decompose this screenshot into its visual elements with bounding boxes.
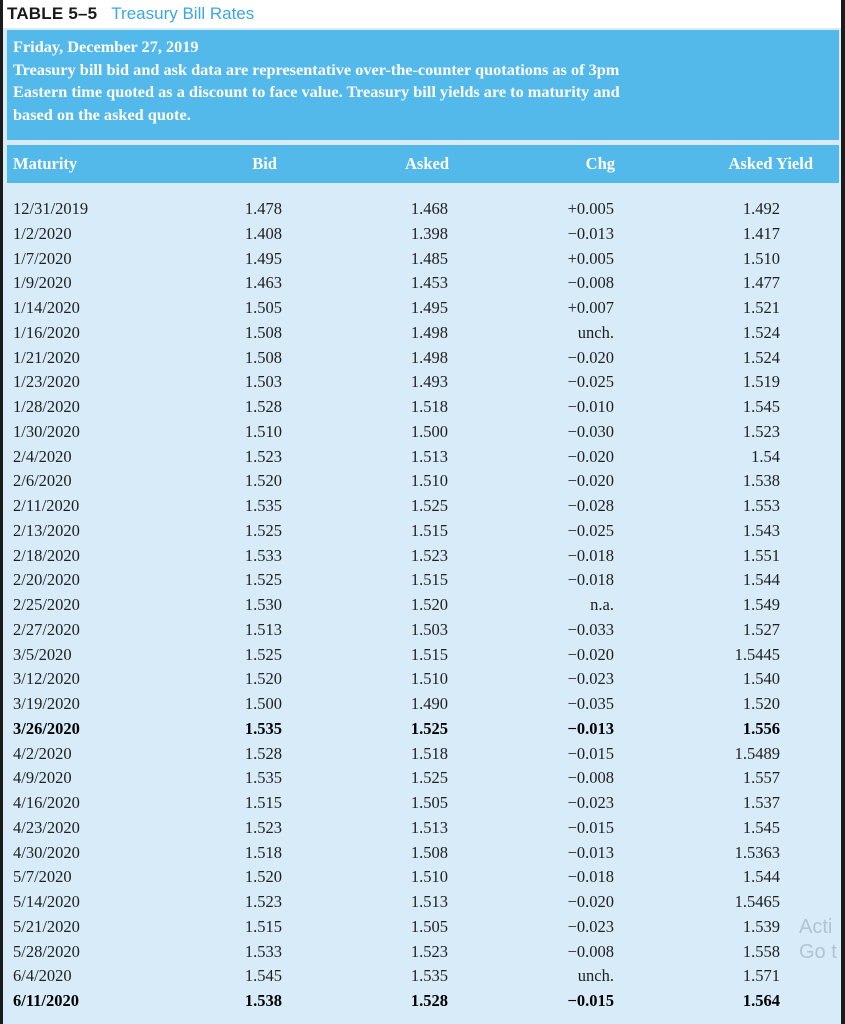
table-row bbox=[3, 915, 841, 940]
cell-asked-yield: 1.556 bbox=[742, 718, 780, 738]
table-row bbox=[3, 222, 841, 247]
cell-bid: 1.538 bbox=[244, 991, 282, 1010]
cell-asked-yield: 1.5363 bbox=[734, 842, 780, 862]
table-row bbox=[3, 247, 841, 272]
cell-bid: 1.535 bbox=[244, 768, 282, 788]
column-header-asked-yield: Asked Yield bbox=[728, 154, 813, 173]
cell-chg: −0.035 bbox=[567, 694, 614, 713]
cell-maturity: 4/30/2020 bbox=[13, 842, 80, 862]
cell-asked: 1.453 bbox=[410, 273, 448, 293]
table-row bbox=[3, 766, 841, 791]
cell-asked-yield: 1.510 bbox=[742, 248, 780, 268]
cell-asked-yield: 1.477 bbox=[742, 273, 780, 293]
cell-asked-yield: 1.521 bbox=[742, 298, 780, 317]
cell-chg: −0.008 bbox=[567, 941, 614, 961]
cell-maturity: 6/11/2020 bbox=[13, 991, 80, 1010]
cell-bid: 1.515 bbox=[244, 916, 282, 936]
cell-maturity: 1/23/2020 bbox=[13, 372, 80, 392]
table-row bbox=[3, 692, 841, 717]
cell-maturity: 1/30/2020 bbox=[13, 421, 80, 441]
table-row bbox=[3, 420, 841, 445]
cell-asked-yield: 1.545 bbox=[742, 817, 780, 837]
table-row bbox=[3, 494, 841, 519]
cell-bid: 1.503 bbox=[244, 372, 282, 392]
table-note bbox=[7, 30, 839, 140]
cell-asked-yield: 1.545 bbox=[742, 397, 780, 416]
cell-chg: −0.023 bbox=[567, 793, 614, 812]
cell-asked: 1.515 bbox=[410, 644, 448, 664]
cell-maturity: 3/26/2020 bbox=[13, 718, 80, 738]
table-row bbox=[3, 618, 841, 643]
table-row bbox=[3, 469, 841, 494]
cell-bid: 1.408 bbox=[244, 223, 282, 243]
cell-asked: 1.513 bbox=[410, 892, 448, 911]
cell-chg: −0.015 bbox=[567, 991, 614, 1010]
cell-bid: 1.463 bbox=[244, 273, 282, 293]
cell-asked-yield: 1.544 bbox=[742, 570, 780, 590]
table-body bbox=[3, 197, 841, 1014]
cell-bid: 1.533 bbox=[244, 545, 282, 565]
cell-chg: −0.033 bbox=[567, 619, 614, 639]
cell-asked-yield: 1.549 bbox=[742, 595, 780, 614]
cell-maturity: 2/6/2020 bbox=[13, 471, 72, 491]
cell-asked-yield: 1.519 bbox=[742, 372, 780, 392]
cell-chg: +0.007 bbox=[567, 298, 614, 317]
table-row bbox=[3, 544, 841, 569]
cell-maturity: 1/14/2020 bbox=[13, 298, 80, 317]
cell-maturity: 1/28/2020 bbox=[13, 397, 80, 416]
cell-asked-yield: 1.539 bbox=[742, 916, 780, 936]
cell-maturity: 4/16/2020 bbox=[13, 793, 80, 812]
cell-asked-yield: 1.564 bbox=[742, 991, 780, 1010]
overlay-watermark-text: Acti bbox=[799, 915, 833, 938]
cell-chg: −0.030 bbox=[567, 421, 614, 441]
cell-asked: 1.490 bbox=[410, 694, 448, 713]
cell-maturity: 2/18/2020 bbox=[13, 545, 80, 565]
overlay-watermark-text: Go t bbox=[799, 940, 837, 963]
cell-bid: 1.495 bbox=[244, 248, 282, 268]
cell-chg: −0.020 bbox=[567, 347, 614, 367]
cell-asked-yield: 1.5489 bbox=[734, 743, 780, 763]
cell-bid: 1.533 bbox=[244, 941, 282, 961]
cell-chg: −0.013 bbox=[567, 718, 614, 738]
cell-chg: −0.020 bbox=[567, 471, 614, 491]
cell-bid: 1.530 bbox=[244, 595, 282, 614]
cell-chg: −0.018 bbox=[567, 545, 614, 565]
cell-chg: −0.023 bbox=[567, 916, 614, 936]
note-date: Friday, December 27, 2019 bbox=[13, 37, 199, 56]
cell-asked-yield: 1.551 bbox=[742, 545, 780, 565]
cell-asked: 1.528 bbox=[410, 991, 448, 1010]
cell-asked-yield: 1.5445 bbox=[734, 644, 780, 664]
cell-asked: 1.505 bbox=[410, 793, 448, 812]
cell-chg: −0.015 bbox=[567, 743, 614, 763]
cell-asked: 1.510 bbox=[410, 669, 448, 689]
cell-bid: 1.525 bbox=[244, 644, 282, 664]
cell-maturity: 5/21/2020 bbox=[13, 916, 80, 936]
cell-asked-yield: 1.417 bbox=[742, 223, 780, 243]
cell-asked: 1.510 bbox=[410, 867, 448, 887]
cell-asked: 1.508 bbox=[410, 842, 448, 862]
cell-chg: −0.013 bbox=[567, 223, 614, 243]
cell-bid: 1.478 bbox=[244, 199, 282, 218]
cell-bid: 1.520 bbox=[244, 471, 282, 491]
cell-maturity: 1/9/2020 bbox=[13, 273, 72, 293]
table-panel bbox=[3, 0, 841, 1024]
cell-maturity: 5/7/2020 bbox=[13, 867, 72, 887]
cell-bid: 1.525 bbox=[244, 520, 282, 540]
cell-maturity: 3/5/2020 bbox=[13, 644, 72, 664]
cell-asked: 1.485 bbox=[410, 248, 448, 268]
table-row bbox=[3, 791, 841, 816]
cell-maturity: 4/9/2020 bbox=[13, 768, 72, 788]
cell-chg: −0.008 bbox=[567, 768, 614, 788]
cell-asked-yield: 1.523 bbox=[742, 421, 780, 441]
table-row bbox=[3, 816, 841, 841]
cell-maturity: 1/7/2020 bbox=[13, 248, 72, 268]
cell-asked-yield: 1.492 bbox=[742, 199, 780, 218]
table-row bbox=[3, 321, 841, 346]
cell-maturity: 2/27/2020 bbox=[13, 619, 80, 639]
cell-maturity: 3/19/2020 bbox=[13, 694, 80, 713]
cell-asked: 1.493 bbox=[410, 372, 448, 392]
cell-maturity: 4/23/2020 bbox=[13, 817, 80, 837]
cell-asked-yield: 1.524 bbox=[742, 322, 780, 342]
table-row bbox=[3, 271, 841, 296]
table-row bbox=[3, 395, 841, 420]
cell-chg: −0.020 bbox=[567, 446, 614, 466]
cell-chg: +0.005 bbox=[567, 199, 614, 218]
cell-asked-yield: 1.553 bbox=[742, 496, 780, 515]
cell-chg: −0.025 bbox=[567, 372, 614, 392]
cell-asked: 1.515 bbox=[410, 520, 448, 540]
cell-chg: unch. bbox=[577, 322, 614, 342]
cell-bid: 1.508 bbox=[244, 347, 282, 367]
cell-bid: 1.528 bbox=[244, 743, 282, 763]
cell-maturity: 6/4/2020 bbox=[13, 966, 72, 986]
cell-asked: 1.498 bbox=[410, 322, 448, 342]
cell-chg: −0.010 bbox=[567, 397, 614, 416]
cell-bid: 1.535 bbox=[244, 718, 282, 738]
cell-maturity: 4/2/2020 bbox=[13, 743, 72, 763]
cell-asked: 1.513 bbox=[410, 446, 448, 466]
cell-asked-yield: 1.527 bbox=[742, 619, 780, 639]
cell-bid: 1.545 bbox=[244, 966, 282, 986]
table-row bbox=[3, 841, 841, 866]
note-line: Treasury bill bid and ask data are representative over-the-counter quotations as of 3pm bbox=[13, 59, 620, 79]
table-row bbox=[3, 989, 841, 1014]
cell-asked: 1.398 bbox=[410, 223, 448, 243]
cell-maturity: 2/25/2020 bbox=[13, 595, 80, 614]
cell-maturity: 5/28/2020 bbox=[13, 941, 80, 961]
table-row bbox=[3, 667, 841, 692]
cell-asked-yield: 1.544 bbox=[742, 867, 780, 887]
column-header-bid: Bid bbox=[252, 154, 277, 173]
cell-chg: +0.005 bbox=[567, 248, 614, 268]
cell-asked: 1.525 bbox=[410, 768, 448, 788]
cell-asked-yield: 1.537 bbox=[742, 793, 780, 812]
note-line: Eastern time quoted as a discount to face value. Treasury bill yields are to maturity and bbox=[13, 82, 620, 101]
table-row bbox=[3, 890, 841, 915]
column-header-asked: Asked bbox=[404, 154, 449, 173]
cell-chg: −0.018 bbox=[567, 570, 614, 590]
cell-asked: 1.518 bbox=[410, 743, 448, 763]
cell-asked-yield: 1.520 bbox=[742, 694, 780, 713]
cell-chg: −0.020 bbox=[567, 644, 614, 664]
table-row bbox=[3, 940, 841, 965]
cell-asked-yield: 1.5465 bbox=[734, 892, 780, 911]
cell-asked: 1.518 bbox=[410, 397, 448, 416]
cell-maturity: 2/4/2020 bbox=[13, 446, 72, 466]
table-header-row bbox=[7, 145, 839, 183]
cell-bid: 1.500 bbox=[244, 694, 282, 713]
table-row bbox=[3, 593, 841, 618]
cell-bid: 1.520 bbox=[244, 867, 282, 887]
cell-maturity: 1/16/2020 bbox=[13, 322, 80, 342]
table-row bbox=[3, 643, 841, 668]
cell-asked-yield: 1.54 bbox=[751, 446, 780, 466]
cell-maturity: 12/31/2019 bbox=[13, 199, 89, 218]
cell-asked: 1.525 bbox=[410, 496, 448, 515]
cell-chg: −0.018 bbox=[567, 867, 614, 887]
cell-asked: 1.523 bbox=[410, 545, 448, 565]
cell-bid: 1.515 bbox=[244, 793, 282, 812]
cell-asked: 1.495 bbox=[410, 298, 448, 317]
cell-maturity: 1/21/2020 bbox=[13, 347, 80, 367]
table-row bbox=[3, 197, 841, 222]
cell-asked: 1.500 bbox=[410, 421, 448, 441]
cell-maturity: 2/20/2020 bbox=[13, 570, 80, 590]
cell-chg: −0.025 bbox=[567, 520, 614, 540]
cell-maturity: 2/13/2020 bbox=[13, 520, 80, 540]
column-header-chg: Chg bbox=[585, 154, 615, 173]
table-row bbox=[3, 296, 841, 321]
cell-bid: 1.508 bbox=[244, 322, 282, 342]
table-row bbox=[3, 346, 841, 371]
table-row bbox=[3, 445, 841, 470]
cell-asked-yield: 1.557 bbox=[742, 768, 780, 788]
cell-bid: 1.505 bbox=[244, 298, 282, 317]
cell-asked: 1.510 bbox=[410, 471, 448, 491]
cell-asked: 1.523 bbox=[410, 941, 448, 961]
cell-chg: −0.008 bbox=[567, 273, 614, 293]
table-row bbox=[3, 519, 841, 544]
cell-bid: 1.513 bbox=[244, 619, 282, 639]
table-row bbox=[3, 964, 841, 989]
cell-bid: 1.523 bbox=[244, 892, 282, 911]
cell-asked-yield: 1.558 bbox=[742, 941, 780, 961]
cell-chg: −0.020 bbox=[567, 892, 614, 911]
table-row bbox=[3, 717, 841, 742]
cell-bid: 1.528 bbox=[244, 397, 282, 416]
cell-asked: 1.525 bbox=[410, 718, 448, 738]
cell-chg: n.a. bbox=[590, 595, 614, 614]
cell-asked: 1.513 bbox=[410, 817, 448, 837]
cell-asked-yield: 1.543 bbox=[742, 520, 780, 540]
cell-chg: −0.015 bbox=[567, 817, 614, 837]
cell-maturity: 1/2/2020 bbox=[13, 223, 72, 243]
cell-asked-yield: 1.571 bbox=[742, 966, 780, 986]
cell-asked: 1.503 bbox=[410, 619, 448, 639]
cell-asked: 1.515 bbox=[410, 570, 448, 590]
table-row bbox=[3, 370, 841, 395]
table-title-bar bbox=[3, 0, 841, 28]
table-title: Treasury Bill Rates bbox=[111, 4, 255, 23]
table-row bbox=[3, 865, 841, 890]
cell-asked-yield: 1.538 bbox=[742, 471, 780, 491]
cell-bid: 1.535 bbox=[244, 496, 282, 515]
cell-chg: −0.028 bbox=[567, 496, 614, 515]
column-header-maturity: Maturity bbox=[13, 154, 78, 173]
cell-bid: 1.523 bbox=[244, 446, 282, 466]
cell-maturity: 5/14/2020 bbox=[13, 892, 80, 911]
cell-bid: 1.510 bbox=[244, 421, 282, 441]
cell-asked-yield: 1.524 bbox=[742, 347, 780, 367]
cell-maturity: 2/11/2020 bbox=[13, 496, 80, 515]
cell-asked: 1.535 bbox=[410, 966, 448, 986]
cell-chg: −0.023 bbox=[567, 669, 614, 689]
cell-asked: 1.498 bbox=[410, 347, 448, 367]
note-line: based on the asked quote. bbox=[13, 104, 191, 124]
cell-bid: 1.523 bbox=[244, 817, 282, 837]
cell-asked-yield: 1.540 bbox=[742, 669, 780, 689]
cell-chg: −0.013 bbox=[567, 842, 614, 862]
cell-asked: 1.520 bbox=[410, 595, 448, 614]
cell-maturity: 3/12/2020 bbox=[13, 669, 80, 689]
cell-chg: unch. bbox=[577, 966, 614, 986]
cell-asked: 1.505 bbox=[410, 916, 448, 936]
table-number: TABLE 5–5 bbox=[7, 4, 98, 23]
table-row bbox=[3, 568, 841, 593]
cell-bid: 1.520 bbox=[244, 669, 282, 689]
table-row bbox=[3, 742, 841, 767]
cell-bid: 1.518 bbox=[244, 842, 282, 862]
cell-bid: 1.525 bbox=[244, 570, 282, 590]
cell-asked: 1.468 bbox=[410, 199, 448, 218]
